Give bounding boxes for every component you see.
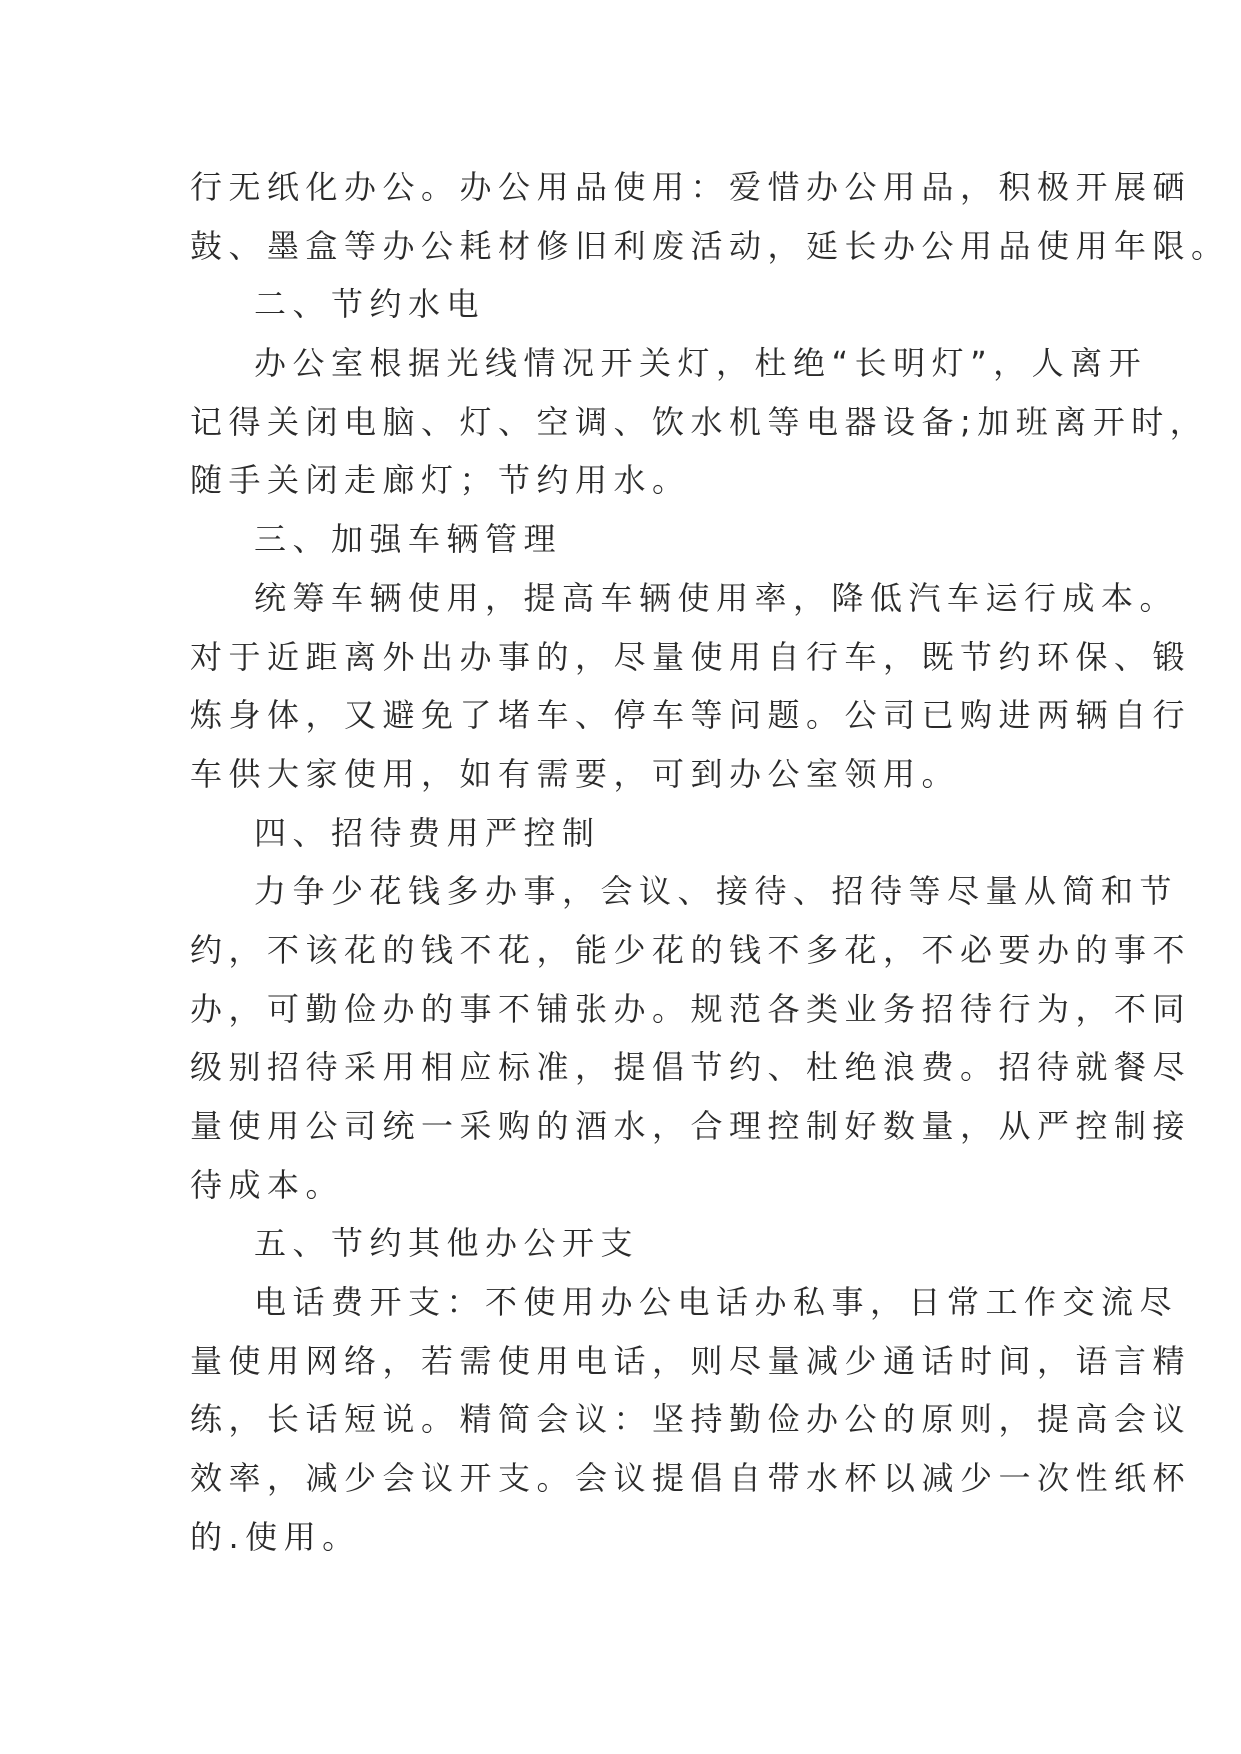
text-line: 车供大家使用，如有需要，可到办公室领用。 xyxy=(190,754,961,793)
text-line: 鼓、墨盒等办公耗材修旧利废活动，延长办公用品使用年限。 xyxy=(190,226,1230,265)
text-line: 练，长话短说。精简会议：坚持勤俭办公的原则，提高会议 xyxy=(190,1400,1192,1439)
paragraph-start-line: 四、招待费用严控制 xyxy=(254,813,601,852)
text-line: 的.使用。 xyxy=(190,1517,361,1556)
text-line: 办，可勤俭办的事不铺张办。规范各类业务招待行为，不同 xyxy=(190,989,1192,1028)
text-line: 待成本。 xyxy=(190,1165,345,1204)
text-line: 量使用网络，若需使用电话，则尽量减少通话时间，语言精 xyxy=(190,1341,1192,1380)
paragraph-start-line: 办公室根据光线情况开关灯，杜绝“长明灯”，人离开 xyxy=(254,344,1148,383)
paragraph-start-line: 三、加强车辆管理 xyxy=(254,520,563,559)
text-line: 对于近距离外出办事的，尽量使用自行车，既节约环保、锻 xyxy=(190,637,1192,676)
text-line: 炼身体，又避免了堵车、停车等问题。公司已购进两辆自行 xyxy=(190,696,1192,735)
text-line: 行无纸化办公。办公用品使用：爱惜办公用品，积极开展硒 xyxy=(190,168,1192,206)
text-line: 约，不该花的钱不花，能少花的钱不多花，不必要办的事不 xyxy=(190,930,1192,969)
paragraph-start-line: 力争少花钱多办事，会议、接待、招待等尽量从简和节 xyxy=(254,872,1179,911)
paragraph-start-line: 五、节约其他办公开支 xyxy=(254,1224,640,1263)
text-line: 效率，减少会议开支。会议提倡自带水杯以减少一次性纸杯 xyxy=(190,1459,1192,1498)
paragraph-start-line: 二、节约水电 xyxy=(254,285,486,324)
document-body xyxy=(190,158,1230,1567)
text-line: 级别招待采用相应标准，提倡节约、杜绝浪费。招待就餐尽 xyxy=(190,1048,1192,1087)
paragraph-start-line: 电话费开支：不使用办公电话办私事，日常工作交流尽 xyxy=(254,1283,1179,1322)
paragraph-start-line: 统筹车辆使用，提高车辆使用率，降低汽车运行成本。 xyxy=(254,578,1179,617)
text-line: 量使用公司统一采购的酒水，合理控制好数量，从严控制接 xyxy=(190,1107,1192,1145)
text-line: 随手关闭走廊灯；节约用水。 xyxy=(190,461,691,500)
text-line: 记得关闭电脑、灯、空调、饮水机等电器设备;加班离开时， xyxy=(190,402,1209,441)
